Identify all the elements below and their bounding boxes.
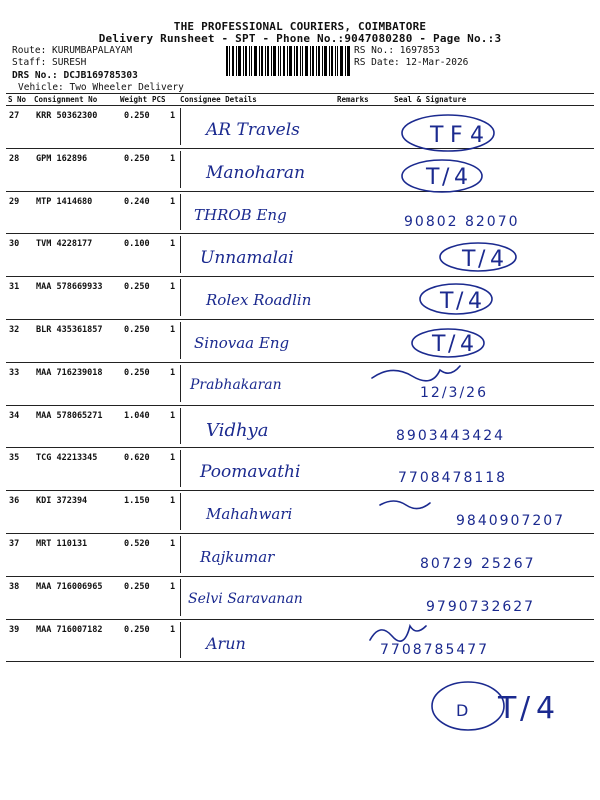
seal-text: T xyxy=(430,123,444,148)
col-seal-signature: Seal & Signature xyxy=(394,95,467,104)
row-pcs: 1 xyxy=(170,624,176,635)
row-divider xyxy=(6,490,594,491)
row-consignee-handwritten: Rajkumar xyxy=(200,548,275,566)
row-consignment: MAA 716006965 xyxy=(36,581,103,592)
row-consignment: MAA 716239018 xyxy=(36,367,103,378)
seal-mark xyxy=(420,284,492,314)
row-weight: 0.100 xyxy=(124,239,150,250)
vehicle-label: Vehicle: Two Wheeler Delivery xyxy=(18,82,184,93)
row-consignment: GPM 162896 xyxy=(36,153,88,164)
seal-text: / xyxy=(442,165,450,190)
seal-text: / xyxy=(448,332,456,357)
row-pcs: 1 xyxy=(170,111,176,121)
col-consignment: Consignment No xyxy=(34,95,98,104)
signature-stroke xyxy=(370,626,426,641)
row-consignee-handwritten: Manoharan xyxy=(206,162,306,183)
row-consignee-handwritten: THROB Eng xyxy=(194,205,287,224)
row-pcs: 1 xyxy=(170,496,176,507)
rs-date: RS Date: 12-Mar-2026 xyxy=(354,57,469,68)
row-weight: 0.250 xyxy=(124,624,150,635)
row-pcs: 1 xyxy=(170,325,176,335)
seal-text: / xyxy=(478,247,486,272)
row-consignee-handwritten: Mahahwari xyxy=(206,505,293,524)
row-pcs: 1 xyxy=(170,410,176,421)
row-consignment: MRT 110131 xyxy=(36,539,88,549)
row-sno: 35 xyxy=(9,453,20,464)
seal-mark xyxy=(402,115,494,151)
header-top-rule xyxy=(6,93,594,94)
row-divider xyxy=(6,362,594,363)
seal-text: 4 xyxy=(470,123,484,148)
row-consignee-handwritten: Prabhakaran xyxy=(190,376,282,393)
row-phone-handwritten: 9790732627 xyxy=(426,598,536,615)
consignee-column-rule xyxy=(180,450,181,487)
barcode-image xyxy=(226,46,350,76)
row-divider xyxy=(6,405,594,406)
consignee-column-rule xyxy=(180,194,181,231)
seal-mark xyxy=(432,682,504,730)
row-consignment: MTP 1414680 xyxy=(36,196,93,207)
consignee-column-rule xyxy=(180,493,181,530)
consignee-column-rule xyxy=(180,365,181,402)
signature-stroke xyxy=(372,366,460,381)
row-weight: 0.250 xyxy=(124,153,150,164)
seal-text: F xyxy=(450,123,463,148)
row-phone-handwritten: 9840907207 xyxy=(456,513,566,530)
row-pcs: 1 xyxy=(170,282,176,293)
signature-stroke xyxy=(380,501,430,509)
seal-text: / xyxy=(520,691,531,726)
company-title: THE PROFESSIONAL COURIERS, COIMBATORE xyxy=(173,20,427,33)
route-label: Route: KURUMBAPALAYAM xyxy=(12,45,133,56)
row-pcs: 1 xyxy=(170,196,176,207)
row-consignment: MAA 716007182 xyxy=(36,624,103,635)
row-weight: 0.250 xyxy=(124,111,150,121)
row-weight: 0.520 xyxy=(124,539,150,549)
seal-text: 4 xyxy=(460,332,474,357)
seal-text: T xyxy=(432,332,446,357)
drs-number: DRS No.: DCJB169785303 xyxy=(12,70,138,81)
seal-text: 4 xyxy=(468,289,482,314)
row-consignee-handwritten: Unnamalai xyxy=(200,248,294,269)
row-weight: 1.040 xyxy=(124,410,150,421)
row-consignee-handwritten: Selvi Saravanan xyxy=(188,590,303,607)
consignee-column-rule xyxy=(180,408,181,445)
row-divider xyxy=(6,619,594,620)
seal-text: 4 xyxy=(490,247,504,272)
seal-text: T xyxy=(498,691,517,726)
row-pcs: 1 xyxy=(170,153,176,164)
row-sno: 29 xyxy=(9,196,20,207)
row-consignment: TCG 42213345 xyxy=(36,453,98,464)
row-phone-handwritten: 7708785477 xyxy=(380,641,490,658)
seal-mark xyxy=(440,243,516,271)
row-sno: 37 xyxy=(9,539,20,549)
seal-mark xyxy=(412,329,484,357)
row-divider xyxy=(6,533,594,534)
row-weight: 0.250 xyxy=(124,325,150,335)
row-weight: 0.250 xyxy=(124,581,150,592)
row-divider xyxy=(6,233,594,234)
row-sno: 33 xyxy=(9,367,20,378)
row-phone-handwritten: 12/3/26 xyxy=(420,384,488,401)
row-phone-handwritten: 7708478118 xyxy=(398,470,508,487)
consignee-column-rule xyxy=(180,108,181,145)
row-sno: 38 xyxy=(9,581,20,592)
row-sno: 28 xyxy=(9,153,20,164)
rs-number: RS No.: 1697853 xyxy=(354,45,440,56)
seal-mark xyxy=(402,160,482,192)
row-sno: 34 xyxy=(9,410,20,421)
row-pcs: 1 xyxy=(170,539,176,549)
row-consignment: KDI 372394 xyxy=(36,496,88,507)
runsheet-subtitle: Delivery Runsheet - SPT - Phone No.:9047080280 - Page No.:3 xyxy=(98,32,502,45)
consignee-column-rule xyxy=(180,236,181,273)
row-sno: 32 xyxy=(9,325,20,335)
consignee-column-rule xyxy=(180,151,181,188)
row-sno: 36 xyxy=(9,496,20,507)
row-divider xyxy=(6,319,594,320)
col-remarks: Remarks xyxy=(337,95,369,104)
row-divider xyxy=(6,447,594,448)
consignee-column-rule xyxy=(180,622,181,659)
row-sno: 31 xyxy=(9,282,20,293)
seal-text: T xyxy=(426,165,440,190)
row-phone-handwritten: 8903443424 xyxy=(396,427,506,444)
seal-text: 4 xyxy=(454,165,468,190)
row-weight: 0.250 xyxy=(124,282,150,293)
consignee-column-rule xyxy=(180,579,181,616)
staff-label: Staff: SURESH xyxy=(12,57,87,68)
row-pcs: 1 xyxy=(170,239,176,250)
row-consignee-handwritten: AR Travels xyxy=(206,120,300,140)
seal-text: T xyxy=(440,289,454,314)
row-pcs: 1 xyxy=(170,367,176,378)
seal-text: T xyxy=(462,247,476,272)
row-sno: 39 xyxy=(9,624,20,635)
row-phone-handwritten: 90802 82070 xyxy=(404,213,520,230)
row-consignee-handwritten: Poomavathi xyxy=(200,462,301,483)
row-consignment: MAA 578669933 xyxy=(36,282,103,293)
row-weight: 0.240 xyxy=(124,196,150,207)
col-pcs: PCS xyxy=(152,95,166,104)
row-sno: 27 xyxy=(9,111,20,121)
row-divider xyxy=(6,576,594,577)
row-consignee-handwritten: Arun xyxy=(206,633,246,653)
row-weight: 1.150 xyxy=(124,496,150,507)
row-sno: 30 xyxy=(9,239,20,250)
row-consignee-handwritten: Sinovaa Eng xyxy=(194,334,290,352)
row-consignee-handwritten: Rolex Roadlin xyxy=(206,291,312,310)
row-consignee-handwritten: Vidhya xyxy=(206,419,269,441)
row-consignment: BLR 435361857 xyxy=(36,325,103,335)
row-phone-handwritten: 80729 25267 xyxy=(420,556,536,572)
col-consignee: Consignee Details xyxy=(180,95,257,104)
row-consignment: TVM 4228177 xyxy=(36,239,93,250)
seal-text: 4 xyxy=(536,691,556,726)
consignee-column-rule xyxy=(180,322,181,359)
row-divider xyxy=(6,148,594,149)
seal-text: D xyxy=(456,701,469,720)
row-divider xyxy=(6,276,594,277)
col-sno: S No xyxy=(8,95,27,104)
consignee-column-rule xyxy=(180,279,181,316)
row-consignment: KRR 50362300 xyxy=(36,111,98,121)
row-weight: 0.620 xyxy=(124,453,150,464)
row-pcs: 1 xyxy=(170,581,176,592)
seal-text: / xyxy=(456,289,464,314)
row-divider xyxy=(6,191,594,192)
row-weight: 0.250 xyxy=(124,367,150,378)
row-consignment: MAA 578065271 xyxy=(36,410,103,421)
col-weight: Weight xyxy=(120,95,148,104)
header-bottom-rule xyxy=(6,105,594,106)
consignee-column-rule xyxy=(180,536,181,573)
row-divider xyxy=(6,661,594,662)
row-pcs: 1 xyxy=(170,453,176,464)
